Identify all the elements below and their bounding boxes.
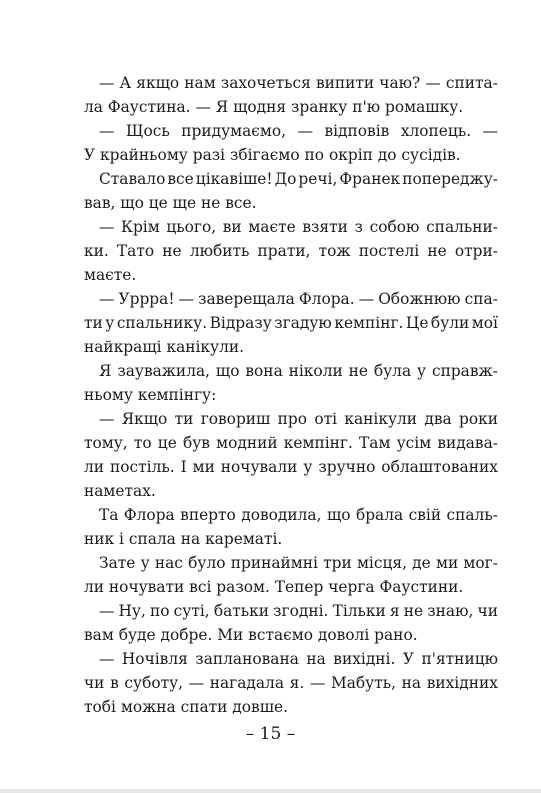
paragraph bbox=[84, 599, 498, 647]
text-line: — Ну, по суті, батьки згодні. Тільки я не знаю, чи bbox=[99, 602, 498, 620]
text-line: У крайньому разі збігаємо по окріп до сусідів. bbox=[84, 146, 461, 164]
text-line: Та Флора вперто доводила, що брала свій спаль- bbox=[99, 506, 498, 524]
paragraph bbox=[84, 551, 498, 599]
page-number: – 15 – bbox=[245, 724, 296, 744]
body-text bbox=[84, 71, 498, 719]
paragraph bbox=[84, 71, 498, 119]
text-line: тобі можна спати довше. bbox=[84, 698, 289, 716]
paragraph bbox=[84, 647, 498, 719]
text-line: — Якщо ти говориш про оті канікули два роки bbox=[99, 410, 498, 428]
paragraph bbox=[84, 119, 498, 167]
text-line: ли постіль. І ми ночували у зручно облаштованих bbox=[84, 458, 498, 476]
bottom-edge bbox=[0, 789, 541, 793]
text-line: Я зауважила, що вона ніколи не була у справж- bbox=[99, 362, 498, 380]
text-line: Ставало все цікавіше! До речі, Франек попереджу- bbox=[99, 170, 498, 188]
text-line: — Ночівля запланована на вихідні. У п'ятницю bbox=[99, 650, 498, 668]
text-line: ки. Тато не любить прати, тож постелі не отри- bbox=[84, 242, 498, 260]
text-line: — Крім цього, ви маєте взяти з собою спальни- bbox=[99, 218, 498, 236]
paragraph bbox=[84, 215, 498, 287]
paragraph bbox=[84, 407, 498, 503]
text-line: ли ночувати всі разом. Тепер черга Фаустини. bbox=[84, 578, 464, 596]
text-line: — Щось придумаємо, — відповів хлопець. — bbox=[99, 122, 498, 140]
paragraph bbox=[84, 359, 498, 407]
text-line: — А якщо нам захочеться випити чаю? — спита- bbox=[99, 74, 498, 92]
text-line: вав, що це ще не все. bbox=[84, 194, 257, 212]
text-line: маєте. bbox=[84, 266, 137, 284]
text-line: наметах. bbox=[84, 482, 156, 500]
text-line: Зате у нас було принаймні три місця, де ми мог- bbox=[99, 554, 498, 572]
text-line: ла Фаустина. — Я щодня зранку п'ю ромашку. bbox=[84, 98, 464, 116]
paragraph bbox=[84, 167, 498, 215]
paragraph bbox=[84, 287, 498, 359]
text-line: ти у спальнику. Відразу згадую кемпінг. Це були мої bbox=[84, 314, 498, 332]
text-line: чи в суботу, — нагадала я. — Мабуть, на вихідних bbox=[84, 674, 498, 692]
text-line: — Уррра! — заверещала Флора. — Обожнюю спа- bbox=[99, 290, 498, 308]
text-line: ник і спала на карематі. bbox=[84, 530, 283, 548]
text-line: ньому кемпінгу: bbox=[84, 386, 217, 404]
text-line: найкращі канікули. bbox=[84, 338, 245, 356]
text-line: вам буде добре. Ми встаємо доволі рано. bbox=[84, 626, 418, 644]
paragraph bbox=[84, 503, 498, 551]
text-line: тому, то це був модний кемпінг. Там усім видава- bbox=[84, 434, 498, 452]
